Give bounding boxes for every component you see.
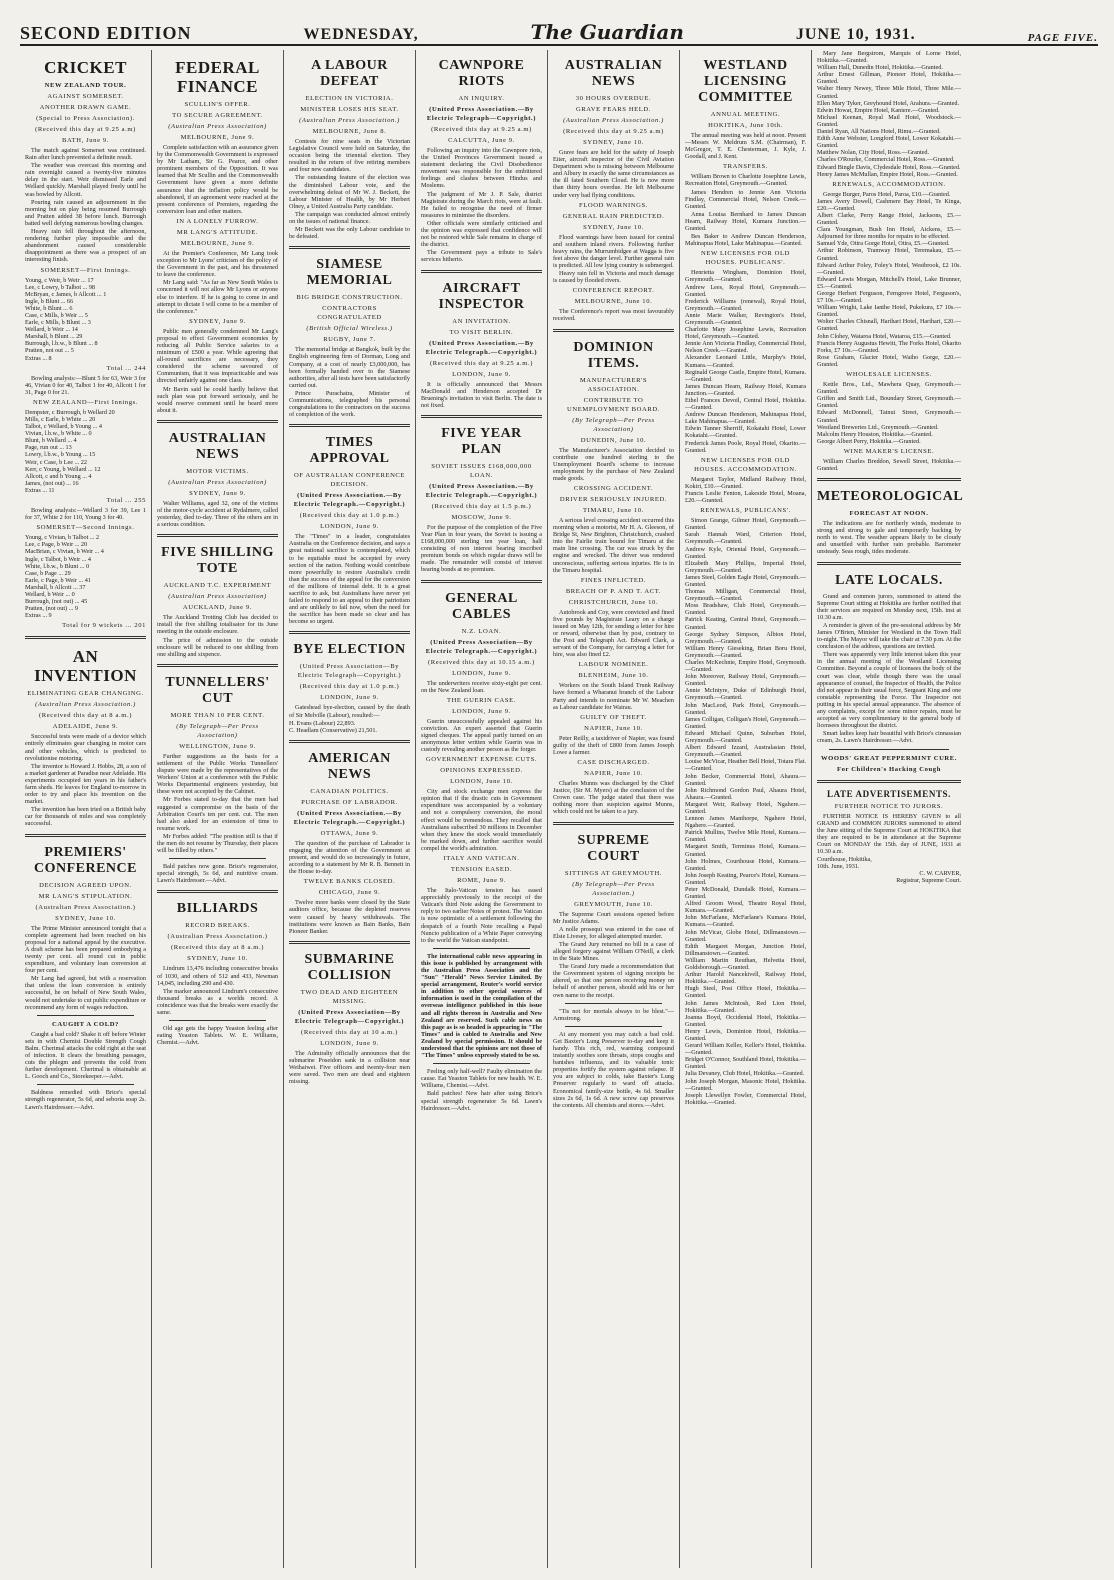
divider — [157, 420, 278, 423]
dateline: MELBOURNE, June 10. — [574, 298, 653, 306]
subhead: PURCHASE OF LABRADOR. — [301, 798, 398, 806]
article-paragraph: The campaign was conducted almost entirely on the issues of national finance. — [289, 210, 410, 226]
divider — [25, 834, 146, 837]
subhead: GENERAL RAIN PREDICTED. — [562, 212, 665, 220]
article-paragraph: Lindrum 13,476 including consecutive breaks of 1030, and others of 512 and 433, Newman 14,045, including 290 and 430. — [157, 965, 278, 987]
article-paragraph: A nolle prosequi was entered in the case of Elsie Livesey, for alleged attempted murder. — [553, 925, 674, 940]
divider — [553, 329, 674, 332]
dateline: NAPIER, June 10. — [584, 724, 643, 732]
divider — [433, 948, 530, 949]
headline-supreme-court: SUPREME COURT — [577, 832, 650, 864]
advertisement: Bald patches! New hair after using Brice's special strength regenerator 5s 6d. Lawn's Hairdresser.—Advt. — [421, 1090, 542, 1112]
dateline: RUGBY, June 7. — [323, 336, 376, 344]
bowling-analysis: Bowling analysis:—Wellard 3 for 39, Lee 1 for 37, White 2 for 110, Young 3 for 40. — [25, 507, 146, 522]
election-results: H. Evans (Labour) 22,893. C. Headlam (Conservative) 21,501. — [289, 719, 377, 734]
credit: (United Press Association—By Electric Telegraph.—Copyright.) — [425, 638, 538, 655]
subhead: MR LANG'S STIPULATION. — [38, 892, 133, 900]
column-1 — [20, 50, 152, 1568]
article-paragraph: Flood warnings have been issued for central and southern inland rivers. Following further heavy rains, the Murrumbidgee at Wagga is five feet above the danger level. Further general rain is predicted. All low lying country is submerged. — [553, 233, 674, 270]
dateline: BATH, June 9. — [62, 137, 109, 144]
article-paragraph: Walter Williams, aged 32, one of the victims of the motor-cycle accident at Rydalmere, called yesterday, died to-day. Three of the others are in a serious condition. — [157, 499, 278, 529]
article-paragraph: It is officially announced that Messrs MacDonald and Henderson accepted Dr Bruening's invitation to visit Berlin. The date is not fixed. — [421, 380, 542, 409]
headline-premiers: PREMIERS' CONFERENCE — [33, 844, 137, 876]
headline-cricket: CRICKET — [44, 58, 127, 77]
received-time: (Received this day at 1.5 p.m.) — [431, 502, 532, 510]
divider — [817, 478, 961, 481]
headline-late-locals: LATE LOCALS. — [835, 572, 943, 588]
article-paragraph: The inventor is Howard J. Hobbs, 28, a son of a market gardener at Paradise near Adelaide. His experiments occupied ten years in his father's farm sheds. He leaves for England to-morrow in order to try and place his invention on the market. — [25, 762, 146, 806]
article-paragraph: Contests for nine seats in the Victorian Legislative Council were held on Saturday, the occasion being the triennial election. They resulted in the return of five retiring members and four new candidates. — [289, 138, 410, 174]
late-advertisements-heading: LATE ADVERTISEMENTS. — [826, 788, 952, 799]
divider — [433, 1063, 530, 1064]
subhead: GUILTY OF THEFT. — [580, 713, 647, 721]
column-4 — [416, 50, 548, 1568]
credit: (United Press Association—By Electric Telegraph—Copyright.) — [294, 1008, 405, 1025]
subhead: OF AUSTRALIAN CONFERENCE DECISION. — [293, 472, 406, 489]
bowling-analysis: Bowling analysis:—Blunt 5 for 63, Weir 3 for 46, Vivian 0 for 40, Talbot 1 for 40, Allcott 1 for 31, Page 0 for 21. — [25, 374, 146, 396]
credit: (Australian Press Association.) — [167, 933, 268, 941]
subhead: GRAVE FEARS HELD. — [575, 106, 652, 113]
dateline: ADELAIDE, June 9. — [52, 723, 119, 731]
license-entry: William Brown to Charlotte Josephine Lewis, Recreation Hotel, Greymouth.—Granted. — [685, 173, 806, 188]
subhead: TENSION EASED. — [450, 866, 513, 874]
subhead: RECORD BREAKS. — [185, 922, 250, 930]
dateline: LONDON, June 9. — [320, 1039, 379, 1047]
dateline: SYDNEY, June 9. — [189, 317, 246, 325]
divider — [289, 941, 410, 944]
dateline: SYDNEY, June 10. — [187, 955, 248, 963]
divider — [421, 580, 542, 583]
jury-notice: FURTHER NOTICE IS HEREBY GIVEN to all GRAND and COMMON JURORS summoned to attend the June sitting of the Supreme Court at HOKITIKA that they are required to be in attendance at the Supreme Court on MONDAY the 15th. day of JUNE, 1931 at 10.30 a.m. — [817, 812, 961, 855]
subhead: CONFERENCE REPORT. — [572, 287, 655, 295]
article-paragraph: Successful tests were made of a device which entirely eliminates gear changing in motor cars and other vehicles, which is predicted to revolutionise motoring. — [25, 733, 146, 762]
article-paragraph: Heavy rain fell in Victoria and much damage is caused by flooded rivers. — [553, 270, 674, 285]
headline-meteorological: METEOROLOGICAL — [817, 489, 964, 505]
notice-signature: C. W. CARVER, Registrar, Supreme Court. — [896, 870, 961, 885]
divider — [169, 1020, 266, 1021]
article-paragraph: The Admiralty officially announces that the submarine Poseidon sank in a collision near Weihaiwei. Five officers and twenty-four men were saved. Two men are dead and eighteen missing. — [289, 1049, 410, 1086]
article-paragraph: There was apparently very little interest taken this year in the annual meeting of the Westland Licensing Committee. Beyond a couple of licensees the body of the court was clear, while though there was the usual appearance of counsel, the Inspector of Health, the Police did not appear in their usual force, Sergeant King and one constable representing the Force. The Inspector not putting in his special annual appearance. The absence of any complaints, except for some minor repairs, must be accepted as very complimentary to the general body of licensees throughout the district. — [817, 651, 961, 730]
dateline: HOKITIKA, June 10th. — [708, 122, 783, 129]
scorecard: Young, c Weir, b Weir ... 17 Lee, c Lowry, b Talbot ... 98 McBryan, c James, b Allcott ... 1 Ingle, b Blunt ... 66 White, b Blunt ... 6 Case, c Mills, b Weir ... 5 Earle, c Mills, b Blunt ... 3 Wellard, b Weir ... 14 Marshall, b Blunt ... 29 Burrough, l.b.w., b Blunt ... 8 Pratten, not out ... 5 Extras ... 8 — [25, 276, 107, 362]
dateline: TIMARU, June 10. — [583, 506, 644, 514]
subhead: ITALY AND VATICAN. — [443, 855, 520, 863]
dateline: ROME, June 9. — [457, 877, 506, 885]
divider — [817, 780, 961, 783]
divider — [289, 424, 410, 427]
headline-times-approval: TIMES APPROVAL — [309, 435, 390, 467]
credit: (Australian Press Association.) — [563, 117, 664, 124]
column-7 — [812, 50, 966, 1568]
received-time: (Received this day at 10.15 a.m.) — [428, 658, 535, 666]
innings-total: Total for 9 wickets ... 201 — [62, 622, 146, 630]
headline-dominion-items: DOMINION ITEMS. — [573, 339, 654, 371]
subhead: BIG BRIDGE CONSTRUCTION. — [296, 294, 403, 302]
dateline: LONDON, June 10. — [450, 778, 513, 786]
article-paragraph: Grand and common jurors, summoned to attend the Supreme Court sitting at Hokitika are further notified that their services are required on Monday next, 15th. inst at 10.30 a.m. — [817, 592, 961, 621]
advertisement: Feeling only half-well? Faulty elimination the cause. Eat Yeaston Tablets for new health. W. E. Williams, Chemist.—Advt. — [421, 1068, 542, 1090]
weekday-label: WEDNESDAY, — [303, 26, 419, 43]
received-time: (Received this day at 1.0 p.m.) — [299, 512, 400, 520]
divider — [817, 562, 961, 565]
article-paragraph: The marker announced Lindrum's consecutive thousand breaks as a worlds record. A coincidence was that the breaks were exactly the same. — [157, 987, 278, 1016]
subhead: OPINIONS EXPRESSED. — [440, 767, 523, 775]
scorecard: Dempster, c Burrough, b Wellard 20 Mills, c Earle, b White ... 20 Talbot, c Wellard, b Young ... 4 Vivian, l.b.w., b White ... 0 Blunt, b Wellard ... 4 Page, run out ... 13 Lowry, l.b.w., b Young ... 15 Weir, c Case, b Lee ... 22 Kerr, c Young, b Wellard ... 12 Allcott, c and b Young ... 4 James, (not out) ... 16 Extras ... 11 — [25, 408, 115, 494]
subhead: FLOOD WARNINGS. — [579, 201, 648, 209]
column-2 — [152, 50, 284, 1568]
dateline: CHRISTCHURCH, June 10. — [568, 598, 659, 606]
article-paragraph: Autobrook and Coy, were convicted and fined five pounds by Magistrate Leary on a charge issued on May 12th, for sending a letter for hire or reward, otherwise than by post, contrary to the Post and Telegraph Act. Edward Clark, a servant of the Company, for carrying a letter for hire, was also fined £2. — [553, 608, 674, 659]
license-list: George Burger, Paros Hotel, Paroa, £10.—Granted. James Avery Dowell, Cashmere Bay Hotel, Te Kinga, £20.—Granted. Albert Clarke, Perry Range Hotel, Jacksons, £5.—Granted. Clara Youngman, Bush Inn Hotel, Aickens, £5.—Adjourned for three months for repairs to be effected. Samuel Yde, Otira Gorge Hotel, Otira, £5.—Granted. Arthur Robinson, Tramway Hotel, Teremakau, £5.—Granted. Edward Arthur Foley, Foley's Hotel, Westbrook, £2 10s.—Granted. Edward Lewis Morgan, Mitchell's Hotel, Lake Brunner, £5.—Granted. George Herbert Ferguson, Ferngrove Hotel, Ferguson's, £7 10s.—Granted. William Wright, Lake Ianthe Hotel, Pukekura, £7 10s.—Granted. Wolter Charles Chisnall, Harihari Hotel, Harihari, £20.—Granted. John Clohey, Wataroa Hotel, Wataroa, £15.—Granted. Francis Henry Augustus Hewitt, The Forks Hotel, Okarito Forks, £7 10s.—Granted. Rose Graham, Glacier Hotel, Waiho Gorge, £20.—Granted. — [817, 190, 961, 368]
article-paragraph: A reminder is given of the pre-sessional address by Mr James O'Brien, Minister for Westland in the Town Hall to-night. The Mayor will take the chair at 7.30 p.m. At the conclusion of the address, questions are invited. — [817, 621, 961, 651]
license-entry: Anna Louisa Bernhard to James Duncan Hearn, Railway Hotel, Kumara Junction.—Granted. — [685, 210, 806, 233]
subhead: AUCKLAND T.C. EXPERIMENT — [163, 582, 272, 590]
subhead: FORECAST AT NOON. — [849, 510, 929, 518]
received-time: (Received this day at 9.25 a.m) — [431, 126, 532, 133]
edition-label: SECOND EDITION — [20, 23, 192, 43]
article-paragraph: The indications are for northerly winds, moderate to strong and strong to gale and temporarily backing by north to west. The weather appears likely to be cloudy and unsettled with further rain probable. Barometer unsteady. Seas rough, tides moderate. — [817, 520, 961, 556]
credit: (United Press Association—By Electric Telegraph—Copyright.) — [297, 663, 402, 680]
headline-cawnpore-riots: CAWNPORE RIOTS — [438, 58, 525, 89]
article-paragraph: Mr Bavin said he could hardly believe that such plan was put forward seriously, and he would reserve comment until he heard more about it. — [157, 385, 278, 414]
subhead: CROSSING ACCIDENT. — [573, 484, 654, 492]
credit: (Australian Press Association.) — [35, 701, 136, 709]
article-paragraph: Twelve more banks were closed by the State auditors office, because the depleted reserves were caused by heavy withdrawals. The institutions were known as Bain Banks, Bain Pioneer Banker. — [289, 899, 410, 935]
subhead: TO SECURE AGREEMENT. — [172, 112, 263, 119]
credit: (British Official Wireless.) — [306, 325, 393, 333]
received-time: (Received this day at 9.25 a.m.) — [429, 359, 534, 367]
received-time: (Received this day at 8 a.m.) — [170, 944, 265, 952]
dateline: LONDON, June 9. — [452, 370, 511, 378]
received-time: (Received this day at 10 a.m.) — [301, 1028, 398, 1036]
received-time: (Received this day at 9.25 a.m) — [35, 126, 136, 133]
subhead: RENEWALS, ACCOMMODATION. — [832, 180, 946, 188]
headline-submarine-collision: SUBMARINE COLLISION — [304, 951, 395, 983]
subhead: TWELVE BANKS CLOSED. — [303, 878, 396, 886]
newspaper-title: The Guardian — [530, 20, 684, 44]
divider — [157, 890, 278, 893]
divider — [289, 246, 410, 249]
article-paragraph: Grave fears are held for the safety of Joseph Eiter, aircraft inspector of the Civil Aviation Department who is missing between Melbourne and Albury in exactly the same circumstances as the ill fated Southern Cloud. He is now more than thirty hours overdue. He left Melbourne under very bad flying conditions. — [553, 149, 674, 199]
innings-heading: SOMERSET—First Innings. — [40, 266, 131, 274]
subhead: THE GUERIN CASE. — [446, 696, 517, 704]
subhead: RENEWALS, PUBLICANS'. — [700, 507, 791, 515]
dateline: MELBOURNE, June 8. — [312, 128, 387, 135]
subhead: LABOUR NOMINEE. — [578, 661, 649, 669]
article-paragraph: The memorial bridge at Bangkok, built by the English engineering firm of Dorman, Long and Company, at a cost of nearly £3,000,000, has been formally handed over to the Siamese authorities, after all tests have been satisfactorily carried out. — [289, 346, 410, 389]
page-columns — [20, 50, 1098, 1568]
credit: (Australian Press Association) — [168, 478, 267, 486]
headline-bye-election: BYE ELECTION — [293, 642, 406, 658]
divider — [169, 858, 266, 859]
article-paragraph: A serious level crossing accident occurred this morning when a motorist, Mr H. A. Gleeson, of Bridge St, New Brighton, Christchurch, crashed into the Fairlie train bound for Timaru at the main line crossing. The car was struck by the engine and wrecked. The driver was rendered unconscious, suffering serious injuries. He is in the Timaru hospital. — [553, 516, 674, 574]
dateline: LONDON, June 9. — [452, 669, 511, 677]
dateline: GREYMOUTH, June 10. — [574, 900, 653, 908]
dateline: DUNEDIN, June 10. — [580, 436, 647, 444]
license-list: Mary Jane Bergstrom, Marquis of Lorne Hotel, Hokitika.—Granted. William Hall, Dunedin Hotel, Hokitika.—Granted. Arthur Ernest Gillman, Pioneer Hotel, Hokitika.—Granted. Walter Henry Newey, Three Mile Hotel, Three Mile.—Granted. Ellen Mary Tyker, Greyhound Hotel, Arahura.—Granted. Edwin Howat, Empire Hotel, Kaniere.—Granted. Michael Keenan, Royal Mail Hotel, Woodstock.—Granted. Daniel Ryan, All Nations Hotel, Rimu.—Granted. Edith Anne Webster, Longford Hotel, Lower Kokatahi.—Granted. Matthew Nolan, City Hotel, Ross.—Granted. Charles O'Rourke, Commercial Hotel, Ross.—Granted. Edward Bingle Davis, Clydesdale Hotel, Ross.—Granted. Henry James McMullan, Empire Hotel, Ross.—Granted. — [817, 50, 961, 178]
subhead: MORE THAN 10 PER CENT. — [170, 711, 265, 719]
subhead: WINE MAKER'S LICENSE. — [843, 447, 935, 455]
dateline: BLENHEIM, June 10. — [578, 672, 649, 680]
subhead: MANUFACTURER'S ASSOCIATION. — [579, 376, 648, 393]
divider — [829, 749, 949, 750]
article-paragraph: The Conference's report was most favourably received. — [553, 308, 674, 323]
license-list: Kettle Bros., Ltd., Mawhera Quay, Greymouth.—Granted. Griffen and Smith Ltd., Boundary Street, Greymouth.—Granted. Edward McDonnell, Tainui Street, Greymouth.—Granted. Westland Breweries Ltd., Greymouth.—Granted. Malcolm Henry Houston, Hokitika.—Granted. George Albert Perry, Hokitika.—Granted. — [817, 381, 961, 445]
subhead: NEW LICENSES FOR OLD HOUSES. PUBLICANS'. — [701, 250, 790, 267]
dateline: NAPIER, June 10. — [584, 770, 643, 778]
headline-tunnellers-cut: TUNNELLERS' CUT — [165, 674, 270, 706]
subhead: CONTRIBUTE TO UNEMPLOYMENT BOARD. — [567, 396, 660, 413]
credit: (United Press Association.—By Electric Telegraph.—Copyright.) — [425, 339, 538, 356]
dateline: WELLINGTON, June 9. — [179, 742, 256, 750]
divider — [289, 740, 410, 743]
innings-total: Total ... 244 — [106, 364, 146, 372]
column-5 — [548, 50, 680, 1568]
subhead: ELIMINATING GEAR CHANGING. — [27, 690, 144, 698]
ad-heading: WOODS' GREAT PEPPERMINT CURE. — [820, 754, 958, 762]
subhead: CONTRACTORS CONGRATULATED — [317, 305, 382, 322]
subhead: TO VISIT BERLIN. — [449, 328, 514, 336]
quotation: "Tis not for mortals always to be blest."—Armstrong. — [553, 1007, 674, 1022]
dateline: LONDON, June 9. — [320, 694, 379, 702]
credit: (United Press Association.—By Electric Telegraph.—Copyright.) — [425, 482, 538, 499]
credit: (United Press Association.—By Electric Telegraph—Copyright.) — [426, 106, 537, 122]
license-list: Simon Grange, Gilmer Hotel, Greymouth.—Granted. Sarah Hannah Ward, Criterion Hotel, Greymouth.—Granted. Andrew Kyle, Oriental Hotel, Greymouth.—Granted. Elizabeth Mary Phillips, Imperial Hotel, Greymouth.—Granted. James Steel, Golden Eagle Hotel, Greymouth.—Granted. Thomas Milligan, Commercial Hotel, Greymouth.—Granted. Moss Bradshaw, Club Hotel, Greymouth.—Granted. Patrick Keating, Central Hotel, Greymouth.—Granted. George Sydney Simpson, Albion Hotel, Greymouth.—Granted. William Henry Gieseking, Brian Boru Hotel, Greymouth.—Granted. Charles McKechnie, Empire Hotel, Greymouth.—Granted. John Moreover, Railway Hotel, Greymouth.—Granted. Annie McIntyre, Duke of Edinburgh Hotel, Greymouth.—Granted. John MacLeod, Park Hotel, Greymouth.—Granted. James Colligan, Colligan's Hotel, Greymouth.—Granted. Edward Michael Quinn, Suburban Hotel, Greymouth.—Granted. Albert Edward Izzard, Australasian Hotel, Greymouth.—Granted. Louise McVicar, Heather Bell Hotel, Totara Flat.—Granted. John Becker, Commercial Hotel, Ahaura.—Granted. John Richmond Gordon Paul, Ahaura Hotel, Ahaura.—Granted. Margaret Weir, Railway Hotel, Ngahere.—Granted. Lennon James Manthorpe, Ngahere Hotel, Ngahere.—Granted. Patrick Mullins, Twelve Mile Hotel, Kumara.—Granted. Margaret Smith, Terminus Hotel, Kumara.—Granted. John Holmes, Courthouse Hotel, Kumara.—Granted. John Joseph Keating, Pearce's Hotel, Kumara.—Granted. Peter McDonald, Dundalk Hotel, Kumara.—Granted. Alfred Groom Wood, Theatre Royal Hotel, Kumara.—Granted. John McFarlane, McFarlane's Kumara Hotel, Kumara.—Granted. John McVicar, Globe Hotel, Dillmanstown.—Granted. Edith Margaret Morgan, Junction Hotel, Dillmanstown.—Granted. William Martin Reuthan, Helvetia Hotel, Goldsborough.—Granted. Arthur Harold Nancekivell, Railway Hotel, Hokitika.—Granted. Hugh Steel, Post Office Hotel, Hokitika.—Granted. John James McIntosh, Red Lion Hotel, Hokitika.—Granted. Joanna Boyd, Occidental Hotel, Hokitika.—Granted. Henry Lewis, Dominion Hotel, Hokitika.—Granted. Gerard William Keller, Keller's Hotel, Hokitika.—Granted. Bridget O'Connor, Southland Hotel, Hokitika.—Granted. Julia Devaney, Club Hotel, Hokitika.—Granted. John Joseph Morgan, Masonic Hotel, Hokitika.—Granted. Joseph Llewellyn Fowler, Commercial Hotel, Hokitika.—Granted. — [685, 517, 806, 1106]
subhead: DRIVER SERIOUSLY INJURED. — [559, 495, 668, 503]
headline-five-year-plan: FIVE YEAR PLAN — [441, 425, 522, 457]
headline-australian-news: AUSTRALIAN NEWS — [168, 430, 267, 462]
dateline: MELBOURNE, June 9. — [180, 134, 255, 141]
divider — [421, 270, 542, 273]
dateline: MELBOURNE, June 9. — [180, 239, 255, 247]
headline-general-cables: GENERAL CABLES — [445, 590, 518, 622]
divider — [25, 636, 146, 639]
subhead: (Special to Press Association). — [36, 115, 135, 122]
article-paragraph: Peter Reilly, a taxidriver of Napier, was found guilty of the theft of £800 from James Joseph Lowe a farmer. — [553, 734, 674, 756]
subhead: MINISTER LOSES HIS SEAT. — [300, 106, 399, 113]
article-paragraph: Public men generally condemned Mr Lang's proposal to effect Government economies by reducing all Public Service salaries to a minimum of £500 a year. While agreeing that all-round sacrifices are necessary, they considered the scheme savoured of Communism, that it was impracticable and was directed unfairly against one class. — [157, 327, 278, 385]
subhead: SCULLIN'S OFFER. — [184, 101, 251, 108]
article-paragraph: Mr Lang said: "As far as New South Wales is concerned it will not allow Mr Lyons or anyone else to interfere. If he is going to come in and attempt to dictate I will come to be a member of the conference." — [157, 279, 278, 315]
subhead: MOTOR VICTIMS. — [186, 467, 249, 475]
article-paragraph: The price of admission to the outside enclosure will be reduced to one shilling from one shilling and sixpence. — [157, 636, 278, 658]
subhead: N.Z. LOAN. — [461, 627, 502, 635]
subhead: AN INQUIRY. — [458, 95, 505, 102]
subhead: FURTHER NOTICE TO JURORS. — [834, 802, 944, 810]
headline-aircraft-inspector: AIRCRAFT INSPECTOR — [438, 280, 525, 312]
article-paragraph: Guerin unsuccessfully appealed against his conviction. An expert asserted that Guerin signed cheques. The appeal partly turned on an anonymous letter written while Guerin was in custody revealing another person as the forger. — [421, 717, 542, 754]
divider — [37, 1084, 134, 1085]
article-paragraph: Charles Munns was discharged by the Chief Justice, (Sir M. Myers) at the conclusion of the Crown case. The judge stated that there was nothing more than suspicion against Munns, which could not be taken to a jury. — [553, 780, 674, 816]
dateline: LONDON, June 9. — [320, 523, 379, 531]
ad-heading: CAUGHT A COLD? — [52, 1020, 119, 1028]
dateline: CALCUTTA, June 9. — [448, 137, 515, 144]
subhead: FINES INFLICTED. — [580, 576, 647, 584]
ad-tagline: For Children's Hacking Cough — [837, 765, 941, 773]
article-paragraph: Further suggestions as the basis for a settlement of the Public Works Tunnellers' dispute were made by the representatives of the Workers' Union at a conference with the Public Works Departmental engineers yesterday, but these were not accepted by the Cabinet. — [157, 752, 278, 796]
dateline: MOSCOW, June 9. — [451, 513, 512, 521]
issue-date: JUNE 10, 1931. — [795, 26, 916, 43]
dateline: OTTAWA, June 9. — [320, 829, 379, 837]
advertisement: Smart ladies keep hair beautiful with Brice's cinnassian cream, 2s. Lawn's Hairdresser.—Advt. — [817, 730, 961, 745]
article-paragraph: City and stock exchange men express the opinion that if the drastic cuts in Government expenditure was accompanied by a voluntary and not a compulsory conversion, the moral effect would be tremendous. They recalled that Australians subscribed 30 millions in December when they knew the stock would immediately be marked down, and further sacrifice would compel the world's admiration. — [421, 788, 542, 852]
article-paragraph: Other officials were similarly criticised and the opinion was expressed that confidence will not be restored while Sale remains in charge of the district. — [421, 219, 542, 249]
divider — [157, 664, 278, 667]
article-paragraph: The Manufacturer's Association decided to contribute one hundred sterling to the Unemployment Board's scheme to increase employment by the purchase of New Zealand made goods. — [553, 446, 674, 482]
subhead: TWO DEAD AND EIGHTEEN MISSING. — [300, 988, 399, 1005]
article-paragraph: At the Premier's Conference, Mr Lang took exception to Mr Lyons' criticism of the policy of the Government in the past, and his threatened to leave the conference. — [157, 249, 278, 279]
headline-labour-defeat: A LABOUR DEFEAT — [311, 58, 388, 89]
innings-total: Total ... 255 — [106, 497, 146, 505]
subhead: NEW ZEALAND TOUR. — [44, 82, 127, 89]
article-paragraph: The outstanding feature of the election was the diminished Labour vote, and the overwhelming defeat of Mr W. J. Beckett, the Labour Minister of Health, by Mr Herbert Olney, a United Australia Party candidate. — [289, 174, 410, 210]
headline-federal-finance: FEDERAL FINANCE — [175, 58, 260, 96]
subhead: SOVIET ISSUES £168,000,000 LOAN. — [431, 462, 532, 479]
divider — [157, 534, 278, 537]
license-entry: James Hendren to Jennie Ann Victoria Findlay, Commercial Hotel, Nelson Creek.—Granted. — [685, 188, 806, 210]
subhead: TRANSFERS. — [722, 163, 769, 171]
divider — [37, 1015, 134, 1016]
credit: (Australian Press Association) — [168, 593, 267, 601]
article-paragraph: The Italo-Vatican tension has eased appreciably previously to the receipt of the Vatican's third Note asking the Government to reply to two earlier Notes of protest. The Vatican is now optimistic of a settlement following the despatch of a fourth Note recalling a Papal Nuncio publication of a White Paper conveying to the world the Vatican standpoint. — [421, 887, 542, 944]
subhead: ANOTHER DRAWN GAME. — [39, 104, 132, 111]
innings-heading: NEW ZEALAND—First Innings. — [32, 398, 139, 406]
headline-american-news: AMERICAN NEWS — [308, 750, 391, 782]
dateline: SYDNEY, June 10. — [583, 223, 644, 231]
article-paragraph: The invention has been tried on a British baby car for thousands of miles and was completely successful. — [25, 806, 146, 828]
scorecard: Young, c Vivian, b Talbot ... 2 Lee, c Page, b Weir ... 20 MacBrian, c Vivian, b Weir ... 4 Ingle, c Talbot, b Weir ... 4 White, l.b.w., b Blunt ... 0 Case, b Page ... 29 Earle, c Page, b Weir ... 41 Marshall, b Allcott ... 37 Wellard, b Weir ... 0 Burrough, (not out) ... 45 Pratten, (not out) ... 9 Extras ... 9 — [25, 534, 104, 620]
credit: (Australian Press Association.) — [35, 903, 136, 911]
cable-notice: The international cable news appearing in this issue is published by arrangement with the Australian Press Association and the "Sun" "Herald" News Service Limited. By special arrangement, Reuter's world service in addition to other special sources of information is used in the compilation of the overseas intelligence published in this issue and all rights thereon in Australia and New Zealand are reserved. Such cable news on this page as is so headed is appearing in "The Times" and is cabled to Australia and New Zealand by special permission. It should be understood that the opinions are not those of "The Times" unless expressly stated to be so. — [421, 952, 542, 1060]
received-time: (Received this day at 9.25 a.m) — [563, 128, 664, 135]
article-paragraph: The Supreme Court sessions opened before Mr Justice Adams. — [553, 910, 674, 925]
subhead: ANNUAL MEETING. — [710, 111, 781, 118]
divider — [553, 822, 674, 825]
article-paragraph: The weather was overcast this morning and rain overnight caused a twenty-five minutes delay in the start. Weir dismissed Earle and Wellard quickly. Marshall played freely until he was bowled by Allcott. — [25, 162, 146, 198]
subhead: CANADIAN POLITICS. — [310, 787, 389, 795]
subhead: NEW LICENSES FOR OLD HOUSES. ACCOMMODATION. — [694, 456, 797, 473]
dateline: AUCKLAND, June 9. — [182, 604, 253, 612]
advertisement: Baldness remedied with Brice's special strength regenerator, 5s 6d, and seboria soap 2s. Lawn's Hairdresser.—Advt. — [25, 1089, 146, 1111]
credit: (By Telegraph—Per Press Association) — [572, 416, 655, 433]
subhead: ELECTION IN VICTORIA. — [305, 95, 394, 102]
article-paragraph: The Government pays a tribute to Sale's services hitherto. — [421, 249, 542, 264]
article-paragraph: Heavy rain fell throughout the afternoon, rendering further play impossible and the abandonment caused considerable disappointment as there was a prospect of an interesting finish. — [25, 228, 146, 264]
article-paragraph: Pouring rain caused an adjournment in the morning but on play being resumed Burrough and Pratten added 38 before lunch. Burrough batted well defying numerous bowling changes. — [25, 198, 146, 227]
masthead — [20, 22, 1098, 46]
article-paragraph: The underwriters receive sixty-eight per cent. on the New Zealand loan. — [421, 679, 542, 694]
article-paragraph: The "Times" in a leader, congratulates Australia on the Conference decision, and says a great national sacrifice is contemplated, which to be equitable must be accepted by every section of the nation. Nothing would contribute more powerfully to restore Australia's credit than the success of the appeal for the conversion of the millions of internal debt. It is a great sacrifice to ask, but Australians have never yet failed to respond to an appeal to their patriotism and are unlikely to fail now, when the need for the sacrifice has been made so clear and has become so urgent. — [289, 533, 410, 626]
headline-invention: AN INVENTION — [34, 647, 137, 686]
license-entry: William Charles Breddon, Sewell Street, Hokitika.—Granted. — [817, 457, 961, 472]
article-paragraph: Workers on the South Island Trunk Railway have formed a Wharanui branch of the Labour Party and intends to nominate Mr W. Meachen as Labour candidate for Wairau. — [553, 682, 674, 711]
headline-siamese-memorial: SIAMESE MEMORIAL — [306, 257, 393, 289]
dateline: LONDON, June 9. — [452, 707, 511, 715]
notice-place-date: Courthouse, Hokitika, 10th. June, 1931. — [817, 856, 872, 871]
dateline: SYDNEY, June 10. — [55, 914, 116, 922]
article-paragraph: Mr Lang had agreed, but with a reservation that unless the loan conversion is entirely successful, he on behalf of New South Wales, would not undertake to cut public expenditure or recommend any form of wages reduction. — [25, 975, 146, 1011]
article-paragraph: Gateshead bye-election, caused by the death of Sir Melville (Labour), resulted:— — [289, 704, 410, 719]
article-paragraph: Following an inquiry into the Cawnpore riots, the United Provinces Government issued a statement declaring the Civil Disobedience movement was responsible for the embittered feelings and clashes between Hindus and Moslems. — [421, 147, 542, 190]
subhead: CASE DISCHARGED. — [577, 759, 650, 767]
credit: (United Press Association.—By Electric Telegraph.—Copyright.) — [293, 809, 406, 826]
subhead: WHOLESALE LICENSES. — [846, 371, 932, 379]
credit: (Australian Press Association.) — [299, 117, 400, 124]
dateline: CHICAGO, June 9. — [318, 889, 381, 897]
column-3 — [284, 50, 416, 1568]
headline-australian-news: AUSTRALIAN NEWS — [564, 58, 663, 89]
subhead: IN A LONELY FURROW. — [176, 217, 259, 225]
dateline: SYDNEY, June 10. — [583, 139, 644, 146]
article-paragraph: The Grand Jury made a recommendation that the Government system of signing receipts be altered, so that one person receiving money on behalf of another person, should add his or her own name to the receipt. — [553, 963, 674, 999]
license-list: Margaret Taylor, Midland Railway Hotel, Kokiri, £10.—Granted. Francis Leslie Fenton, Lakeside Hotel, Moana, £20.—Granted. — [685, 475, 806, 505]
innings-heading: SOMERSET—Second Innings. — [36, 524, 135, 532]
article-paragraph: Mr Forbes stated to-day that the men had suggested a compromise on the basis of the Arbitration Court's ten per cent. cut. The men had also asked for an extension of time to resume work. — [157, 796, 278, 832]
article-paragraph: The judgment of Mr J. P. Sale, district Magistrate during the March riots, were at fault. He failed to recognise the need of firmer measures to minimise the disorders. — [421, 190, 542, 219]
headline-westland-licensing: WESTLAND LICENSING COMMITTEE — [698, 58, 793, 105]
subhead: DECISION AGREED UPON. — [39, 881, 132, 889]
subhead: BREACH OF P. AND T. ACT. — [565, 587, 662, 595]
article-paragraph: The Auckland Trotting Club has decided to install the five shilling totalisator for its June meeting in the outside enclosure. — [157, 614, 278, 636]
subhead: SITTINGS AT GREYMOUTH. — [564, 869, 663, 877]
credit: (United Press Association.—By Electric Telegraph.—Copyright.) — [293, 492, 406, 509]
article-paragraph: Mr Beckett was the only Labour candidate to be defeated. — [289, 226, 410, 241]
subhead: 30 HOURS OVERDUE. — [575, 95, 652, 102]
article-paragraph: The question of the purchase of Labrador is engaging the attention of the Government at present, and would do so increasingly in future, according to a statement by Mr R. B. Bennett in the House to-day. — [289, 839, 410, 876]
article-paragraph: Mr Forbes added: "The position still is that if the men do not resume by Thursday, their places will be filled by others." — [157, 832, 278, 855]
page-number: PAGE FIVE. — [1027, 32, 1098, 44]
article-paragraph: The Prime Minister announced tonight that a complete agreement had been reached on his proposal for a national appeal by the executive. A draft scheme has been prepared embodying a twenty per cent. all round cut in public expenditure, and voluntary loan conversion at four per cent. — [25, 924, 146, 975]
headline-billiards: BILLIARDS — [176, 901, 259, 917]
dateline: SYDNEY, June 9. — [189, 489, 246, 497]
received-time: (Received this day at 8 a.m.) — [38, 712, 133, 720]
column-6 — [680, 50, 812, 1568]
article-paragraph: The Grand Jury returned no bill in a case of alleged forgery against William O'Neill, a clerk in the State Mines. — [553, 940, 674, 963]
divider — [421, 415, 542, 418]
divider — [565, 1026, 662, 1027]
subhead: MR LANG'S ATTITUDE. — [176, 228, 259, 236]
subhead: GOVERNMENT EXPENSE CUTS. — [425, 756, 538, 764]
received-time: (Received this day at 1.0 p.m.) — [299, 683, 400, 691]
article-paragraph: The match against Somerset was continued. Rain after lunch prevented a definite result. — [25, 147, 146, 162]
credit: (By Telegraph—Per Press Association) — [176, 722, 259, 739]
subhead: AGAINST SOMERSET. — [47, 93, 124, 100]
headline-five-shilling-tote: FIVE SHILLING TOTE — [161, 545, 274, 577]
license-list: Henrietta Wingham, Dominion Hotel, Greymouth.—Granted. Andrew Lees, Royal Hotel, Greymouth.—Granted. Frederick Williams (renewal), Royal Hotel, Greymouth.—Granted. Annie Marie Walker, Revington's Hotel, Greymouth.—Granted. Charlotte Mary Josephine Lewis, Recreation Hotel, Greymouth.—Granted. Jennie Ann Victoria Findlay, Commercial Hotel, Nelson Creek.—Granted. Alexander Leonard Little, Murphy's Hotel, Kumara.—Granted. Reginald George Castle, Empire Hotel, Kumara.—Granted. James Duncan Hearn, Railway Hotel, Kumara Junction.—Granted. Ethel Frances Devoil, Central Hotel, Hokitika.—Granted. Andrew Duncan Henderson, Mahinapua Hotel, Lake Mahinapua.—Granted. Edwin Tanner Sherriff, Kokatahi Hotel, Lower Kokatahi.—Granted. Frederick James Poole, Royal Hotel, Okarito.—Granted. — [685, 269, 806, 454]
advertisement: Bald patches now gone. Brice's regenerator, special strength, 5s 6d, and nutritive cream. Lawn's Hairdresser.—Advt. — [157, 863, 278, 885]
article-paragraph: The annual meeting was held at noon. Present—Messrs W. Meldrum S.M. (Chairman), F. McGregor, T. E. Chesterman, J. Kyle, J. Goodall, and J. Kent. — [685, 132, 806, 161]
article-paragraph: Prince Purachatra, Minister of Communications, telegraphed his personal congratulations to the contractors on the success of completion of the work. — [289, 389, 410, 419]
advertisement: Caught a bad cold? Shake it off before Winter sets in with Chemist Double Strength Cough Balm. Cherimal attacks the cold right at the seat of infection. It clears the breathing passages, cuts the phlegm and prevents the cold from further development. Cherimal is obtainable at L. Gooch and Co., Storekeeper.—Advt. — [25, 1030, 146, 1081]
license-entry: Bes Baker to Andrew Duncan Henderson, Mahinapua Hotel, Lake Mahinapua.—Granted. — [685, 233, 806, 248]
advertisement: At any moment you may catch a bad cold. Get Baxter's Lung Preserver to-day and keep it handy. This rich, red, warming compound instantly soothes sore throats, stops coughs and banishes influenza, and its valuable tonic properties fortify the system against relapse. If you are subject to colds, take Baxter's Lung Preserver regularly to ward off attacks. Economical family-size bottle, 4s 6d. Smaller sizes 2s 6d, 1s 6d. A new screw cap preserves the contents. All chemists and stores.—Advt. — [553, 1030, 674, 1109]
subhead: AN INVITATION. — [452, 317, 511, 325]
divider — [565, 1003, 662, 1004]
article-paragraph: For the purpose of the completion of the Five Year Plan in four years, the Soviet is issuing a £168,000,000 sterling ten year loan, half consisting of non interest bearing inscribed premium bonds on which regular draws will be made. The remainder will consist of interest bearing bonds at no premium. — [421, 523, 542, 574]
credit: (By Telegraph—Per Press Association.) — [572, 880, 655, 897]
divider — [289, 631, 410, 634]
credit: (Australian Press Association) — [168, 123, 267, 130]
article-paragraph: Complete satisfaction with an assurance given by the Commonwealth Government is expressed by Mr Latham, Sir G. Pearce, and other prominent members of the Opposition. It was learned that Mr Scullin and the Commonwealth Government have given a more definite assurance that the inflation policy would be abandoned, if an agreement were reached at the present conference of Premiers, regarding the conversion loan and other matters. — [157, 144, 278, 215]
advertisement: Old age gets the happy Yeaston feeling after eating Yeaston Tablets. W. E. Williams, Chemist.—Advt. — [157, 1025, 278, 1047]
